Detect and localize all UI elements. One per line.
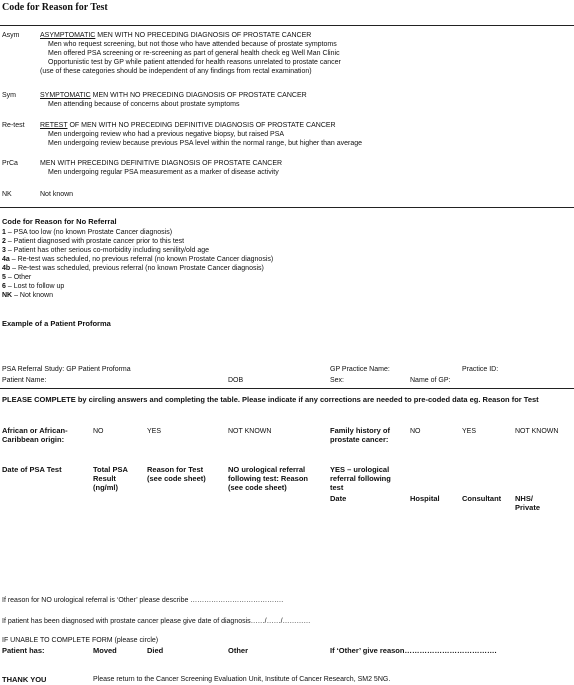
sex-label: Sex: — [330, 377, 345, 384]
family-history-label: Family history of prostate cancer: — [330, 426, 391, 444]
thank-you: THANK YOU — [2, 675, 47, 684]
no-referral-item: 2 – Patient diagnosed with prostate cancer prior to this test — [2, 238, 185, 245]
patient-has-label: Patient has: — [2, 646, 45, 655]
no-referral-code: 1 — [2, 229, 6, 236]
gp-practice-label: GP Practice Name: — [330, 366, 390, 373]
no-referral-item: 6 – Lost to follow up — [2, 283, 65, 290]
col-date-referral: Date — [330, 494, 347, 503]
col-hospital: Hospital — [410, 494, 440, 503]
status-other[interactable]: Other — [228, 646, 249, 655]
no-referral-item: 5 – Other — [2, 274, 32, 281]
no-referral-code: 5 — [2, 274, 6, 281]
col-nhs-private: NHS/ Private — [515, 494, 541, 512]
no-referral-item: 4a – Re-test was scheduled, no previous referral (no known Prostate Cancer diagnosis) — [2, 256, 274, 263]
unable-complete-label: IF UNABLE TO COMPLETE FORM (please circle) — [2, 637, 159, 644]
reason-code: PrCa — [2, 160, 18, 167]
reason-code-detail: Men offered PSA screening or re-screening as part of general health check eg Well Man Clinic — [48, 50, 340, 57]
col-reason: Reason for Test (see code sheet) — [147, 465, 206, 483]
reason-code-detail: Men undergoing regular PSA measurement as a marker of disease activity — [48, 169, 279, 176]
col-no-referral: NO urological referral following test: Reason (see code sheet) — [228, 465, 309, 492]
reason-code-detail: Men undergoing review because previous PSA level within the normal range, but higher than average — [48, 140, 363, 147]
example-title: Example of a Patient Proforma — [2, 319, 111, 328]
other-reason-line[interactable]: If ‘Other’ give reason………………………………. — [330, 646, 497, 655]
divider — [0, 388, 574, 389]
family-option-no[interactable]: NO — [410, 428, 421, 435]
instruction-text: PLEASE COMPLETE by circling answers and completing the table. Please indicate if any corrections are needed to pre-coded data eg. Reason for Test — [2, 395, 539, 404]
no-referral-code: 4a — [2, 256, 10, 263]
reason-code-heading: Not known — [40, 191, 74, 198]
reason-code: Re-test — [2, 122, 25, 129]
no-referral-code: NK — [2, 292, 13, 299]
reason-for-test-title: Code for Reason for Test — [2, 2, 108, 13]
origin-option-not-known[interactable]: NOT KNOWN — [228, 428, 272, 435]
return-address: Please return to the Cancer Screening Evaluation Unit, Institute of Cancer Research, SM2 5NG. — [93, 676, 391, 683]
gp-name-label: Name of GP: — [410, 377, 451, 384]
reason-code-heading: MEN WITH PRECEDING DEFINITIVE DIAGNOSIS OF PROSTATE CANCER — [40, 160, 283, 167]
family-option-yes[interactable]: YES — [462, 428, 477, 435]
reason-code: NK — [2, 191, 12, 198]
no-referral-title: Code for Reason for No Referral — [2, 217, 117, 226]
study-title: PSA Referral Study: GP Patient Proforma — [2, 366, 131, 373]
patient-name-label: Patient Name: — [2, 377, 47, 384]
reason-code-description — [40, 31, 341, 76]
reason-code-heading: ASYMPTOMATIC MEN WITH NO PRECEDING DIAGNOSIS OF PROSTATE CANCER — [40, 32, 312, 39]
reason-code-description — [40, 159, 282, 177]
reason-code-detail: Men attending because of concerns about prostate symptoms — [48, 101, 240, 108]
reason-code-description — [40, 91, 307, 109]
practice-id-label: Practice ID: — [462, 366, 499, 373]
divider — [0, 25, 574, 26]
no-referral-item: 4b – Re-test was scheduled, previous referral (no known Prostate Cancer diagnosis) — [2, 265, 264, 272]
col-total-psa: Total PSA Result (ng/ml) — [93, 465, 128, 492]
no-referral-code: 4b — [2, 265, 11, 272]
reason-code-description — [40, 121, 362, 148]
origin-option-yes[interactable]: YES — [147, 428, 162, 435]
col-yes-referral: YES – urological referral following test — [330, 465, 391, 492]
status-died[interactable]: Died — [147, 646, 164, 655]
diagnosis-date-line[interactable]: If patient has been diagnosed with prostate cancer please give date of diagnosis……/……/………… — [2, 618, 311, 625]
other-describe-line[interactable]: If reason for NO urological referral is ‘Other’ please describe …………………………………. — [2, 597, 284, 604]
no-referral-code: 6 — [2, 283, 6, 290]
no-referral-code: 3 — [2, 247, 6, 254]
dob-label: DOB — [228, 377, 244, 384]
no-referral-item: NK – Not known — [2, 292, 53, 299]
reason-code: Asym — [2, 32, 20, 39]
reason-code-description — [40, 190, 73, 199]
no-referral-item: 1 – PSA too low (no known Prostate Cancer diagnosis) — [2, 229, 173, 236]
no-referral-item: 3 – Patient has other serious co-morbidity including senility/old age — [2, 247, 210, 254]
col-date: Date of PSA Test — [2, 465, 62, 474]
status-moved[interactable]: Moved — [93, 646, 117, 655]
reason-code-detail: Men who request screening, but not those who have attended because of prostate symptoms — [48, 41, 337, 48]
col-consultant: Consultant — [462, 494, 502, 503]
reason-code-detail: Opportunistic test by GP while patient attended for health reasons unrelated to prostate cancer — [48, 59, 341, 66]
divider — [0, 207, 574, 208]
reason-code-detail: Men undergoing review who had a previous negative biopsy, but raised PSA — [48, 131, 285, 138]
origin-label: African or African-Caribbean origin: — [2, 426, 68, 444]
family-option-not-known[interactable]: NOT KNOWN — [515, 428, 559, 435]
origin-option-no[interactable]: NO — [93, 428, 104, 435]
no-referral-code: 2 — [2, 238, 6, 245]
reason-code-note: (use of these categories should be independent of any findings from rectal examination) — [40, 68, 312, 75]
reason-code: Sym — [2, 92, 16, 99]
reason-code-heading: RETEST OF MEN WITH NO PRECEDING DEFINITIVE DIAGNOSIS OF PROSTATE CANCER — [40, 122, 336, 129]
reason-code-heading: SYMPTOMATIC MEN WITH NO PRECEDING DIAGNOSIS OF PROSTATE CANCER — [40, 92, 307, 99]
